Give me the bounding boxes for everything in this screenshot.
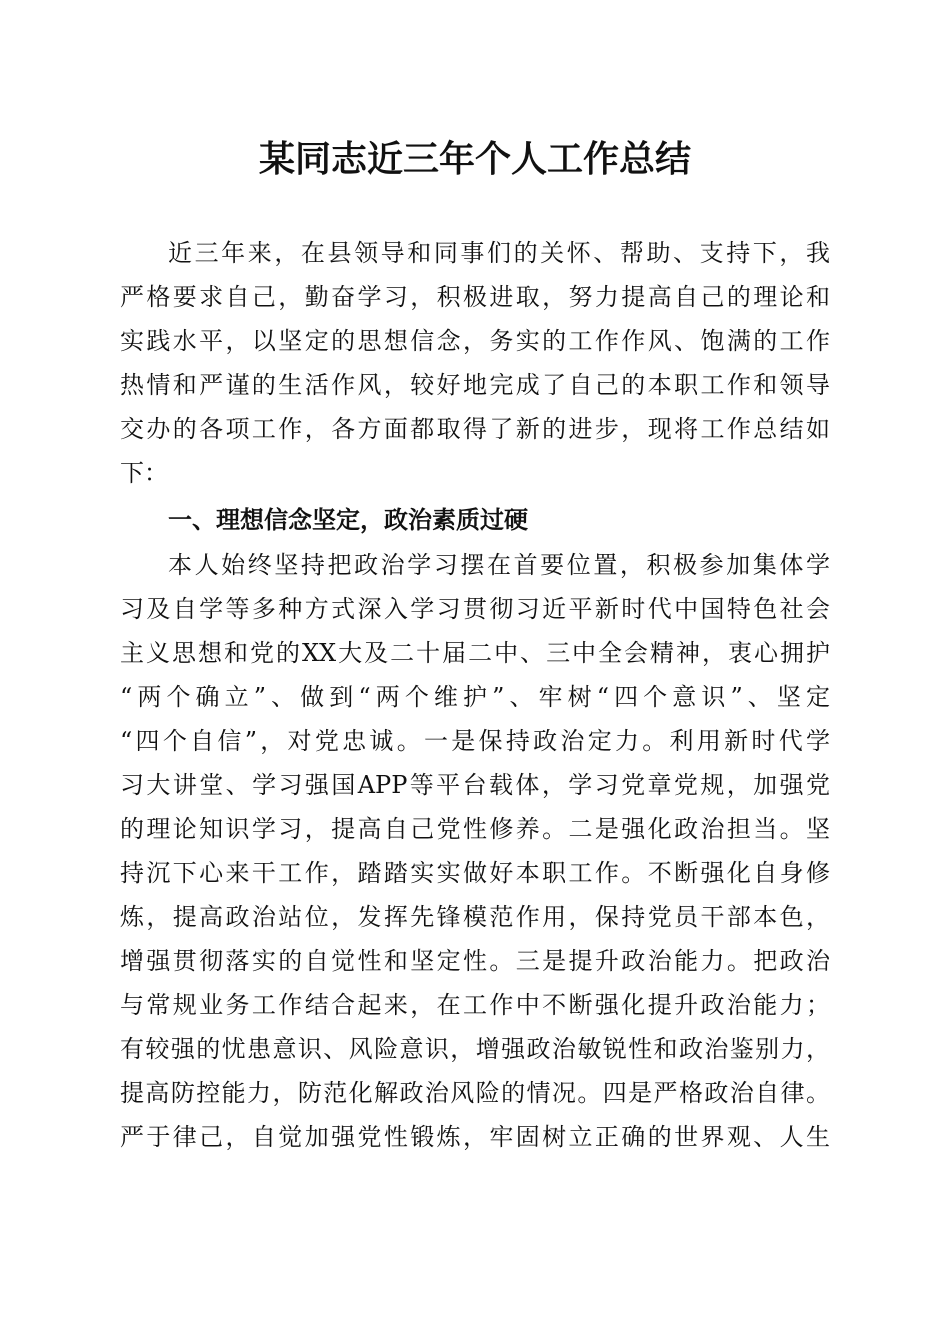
section1-line-5: “四个自信”，对党忠诚。一是保持政治定力。利用新时代学 — [120, 727, 830, 755]
section1-line-3: 主义思想和党的XX大及二十届二中、三中全会精神，衷心拥护 — [120, 639, 830, 667]
intro-line-4: 热情和严谨的生活作风，较好地完成了自己的本职工作和领导 — [120, 371, 830, 399]
section1-line-6: 习大讲堂、学习强国APP等平台载体，学习党章党规，加强党 — [120, 771, 830, 799]
section1-line-14: 严于律己，自觉加强党性锻炼，牢固树立正确的世界观、人生 — [120, 1123, 830, 1151]
section1-line-10: 增强贯彻落实的自觉性和坚定性。三是提升政治能力。把政治 — [120, 947, 830, 975]
intro-line-3: 实践水平，以坚定的思想信念，务实的工作作风、饱满的工作 — [120, 327, 830, 355]
section1-line-8: 持沉下心来干工作，踏踏实实做好本职工作。不断强化自身修 — [120, 859, 830, 887]
section1-line-13: 提高防控能力，防范化解政治风险的情况。四是严格政治自律。 — [120, 1079, 830, 1107]
section1-line-11: 与常规业务工作结合起来，在工作中不断强化提升政治能力； — [120, 991, 830, 1019]
section1-line-7: 的理论知识学习，提高自己党性修养。二是强化政治担当。坚 — [120, 815, 830, 843]
section1-line-1: 本人始终坚持把政治学习摆在首要位置，积极参加集体学 — [168, 551, 830, 579]
intro-line-5: 交办的各项工作，各方面都取得了新的进步，现将工作总结如 — [120, 415, 830, 443]
document-page — [120, 0, 830, 1344]
intro-line-6: 下： — [120, 459, 168, 487]
section1-line-9: 炼，提高政治站位，发挥先锋模范作用，保持党员干部本色， — [120, 903, 830, 931]
intro-line-1: 近三年来，在县领导和同事们的关怀、帮助、支持下，我 — [168, 239, 830, 267]
section-heading-1: 一、理想信念坚定，政治素质过硬 — [168, 506, 528, 534]
section1-line-12: 有较强的忧患意识、风险意识，增强政治敏锐性和政治鉴别力， — [120, 1035, 830, 1063]
section1-line-2: 习及自学等多种方式深入学习贯彻习近平新时代中国特色社会 — [120, 595, 830, 623]
intro-line-2: 严格要求自己，勤奋学习，积极进取，努力提高自己的理论和 — [120, 283, 830, 311]
document-title: 某同志近三年个人工作总结 — [258, 138, 691, 180]
section1-line-4: “两个确立”、做到“两个维护”、牢树“四个意识”、坚定 — [120, 683, 830, 711]
